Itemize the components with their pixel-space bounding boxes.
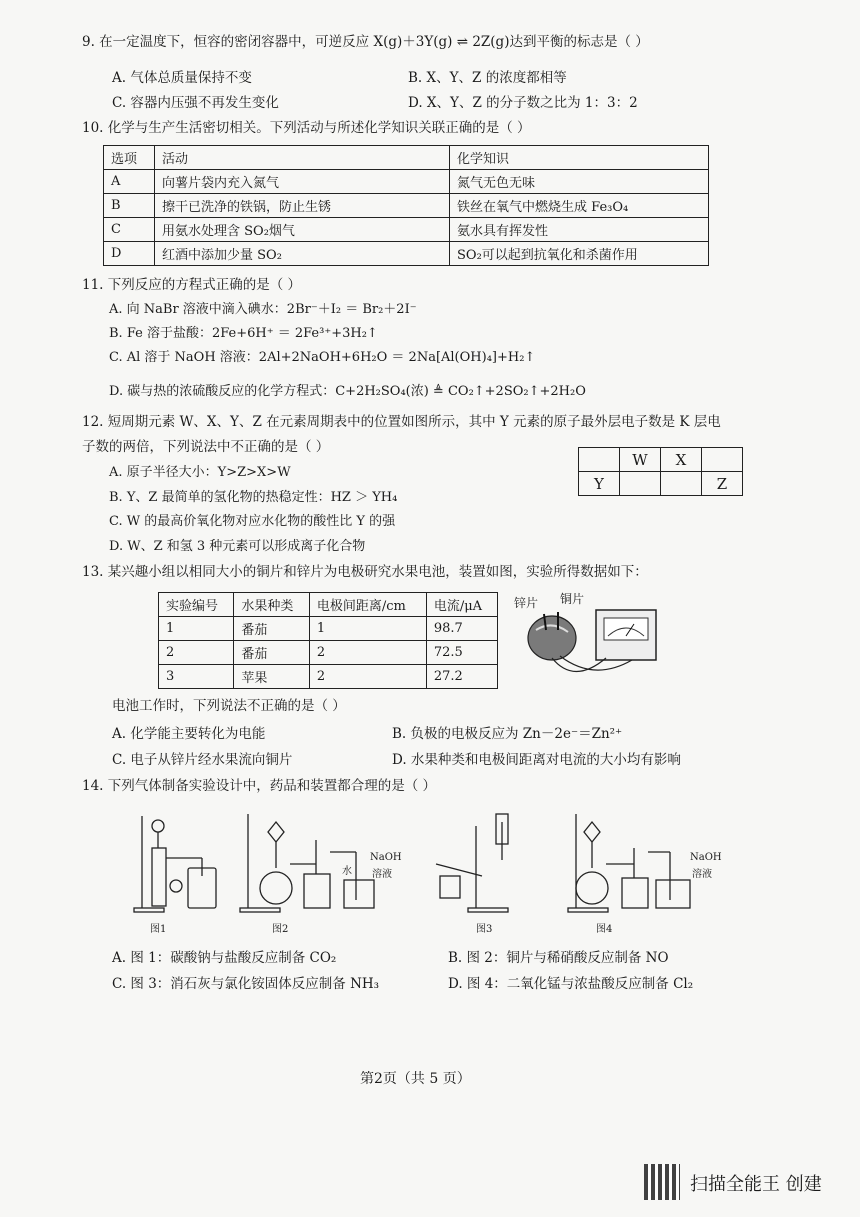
grid-cell: [620, 472, 661, 496]
table-cell: C: [104, 218, 155, 242]
apparatus-figures: [130, 808, 730, 928]
table-cell: 向薯片袋内充入氮气: [155, 170, 450, 194]
table-cell: 番茄: [234, 641, 309, 665]
table-cell: D: [104, 242, 155, 266]
grid-cell: [579, 448, 620, 472]
q9-option-c: C. 容器内压强不再发生变化: [112, 95, 279, 111]
periodic-table-grid: [578, 447, 743, 496]
table-header-cell: 水果种类: [234, 593, 309, 617]
table-cell: 擦干已洗净的铁锅，防止生锈: [155, 194, 450, 218]
q13-option-d: D. 水果种类和电极间距离对电流的大小均有影响: [392, 752, 681, 768]
water-label: 水: [342, 866, 352, 877]
fruit-battery-icon: [514, 590, 664, 690]
table-row: [104, 242, 709, 266]
solution-label-fig2: 溶液: [372, 869, 392, 880]
fig3-caption: 图3: [476, 924, 493, 935]
table-cell: B: [104, 194, 155, 218]
grid-row: [579, 448, 743, 472]
table-header-cell: 实验编号: [159, 593, 234, 617]
table-cell: 1: [309, 617, 426, 641]
scanner-watermark: 扫描全能王 创建: [690, 1174, 822, 1195]
table-row: [104, 194, 709, 218]
grid-cell-z: Z: [702, 472, 743, 496]
q11-option-a: A. 向 NaBr 溶液中滴入碘水：2Br⁻＋I₂ ＝ Br₂＋2I⁻: [109, 302, 417, 317]
table-cell: 氨水具有挥发性: [450, 218, 709, 242]
q12-option-a: A. 原子半径大小：Y>Z>X>W: [109, 465, 291, 480]
grid-row: [579, 472, 743, 496]
table-row: [159, 641, 498, 665]
table-cell: A: [104, 170, 155, 194]
fruit-battery-figure: [514, 590, 664, 690]
fig2-caption: 图2: [272, 924, 289, 935]
page-footer: 第2页（共 5 页）: [360, 1071, 471, 1087]
q11-stem: 11. 下列反应的方程式正确的是（ ）: [82, 277, 302, 293]
table-header-cell: 选项: [104, 146, 155, 170]
grid-cell-y: Y: [579, 472, 620, 496]
q9-option-b: B. X、Y、Z 的浓度都相等: [408, 70, 567, 86]
table-cell: 氮气无色无味: [450, 170, 709, 194]
table-cell: 3: [159, 665, 234, 689]
table-cell: SO₂可以起到抗氧化和杀菌作用: [450, 242, 709, 266]
table-cell: 用氨水处理含 SO₂烟气: [155, 218, 450, 242]
copper-label: 铜片: [560, 592, 585, 606]
table-header-cell: 电极间距离/cm: [309, 593, 426, 617]
q13-stem: 13. 某兴趣小组以相同大小的铜片和锌片为电极研究水果电池，装置如图，实验所得数据如下：: [82, 564, 648, 580]
fig1-caption: 图1: [150, 924, 167, 935]
q11-option-c: C. Al 溶于 NaOH 溶液：2Al+2NaOH+6H₂O ＝ 2Na[Al(OH)₄]+H₂↑: [109, 350, 536, 365]
q13-sub-question: 电池工作时，下列说法不正确的是（ ）: [112, 698, 346, 714]
q12-option-b: B. Y、Z 最简单的氢化物的热稳定性：HZ ＞ YH₄: [109, 490, 398, 505]
q13-table: [158, 592, 498, 689]
q9-stem: 9. 在一定温度下，恒容的密闭容器中，可逆反应 X(g)＋3Y(g) ⇌ 2Z(g)达到平衡的标志是（ ）: [82, 34, 649, 50]
q14-stem: 14. 下列气体制备实验设计中，药品和装置都合理的是（ ）: [82, 778, 437, 794]
table-header-row: [104, 146, 709, 170]
grid-cell-x: X: [661, 448, 702, 472]
naoh-label-fig4: NaOH: [690, 852, 722, 863]
qr-code-icon: [644, 1164, 680, 1200]
table-cell: 98.7: [426, 617, 497, 641]
table-cell: 1: [159, 617, 234, 641]
q12-option-c: C. W 的最高价氧化物对应水化物的酸性比 Y 的强: [109, 514, 396, 529]
q9-option-a: A. 气体总质量保持不变: [112, 70, 252, 86]
q14-option-b: B. 图 2：铜片与稀硝酸反应制备 NO: [448, 950, 669, 966]
table-cell: 2: [309, 641, 426, 665]
q14-option-d: D. 图 4：二氧化锰与浓盐酸反应制备 Cl₂: [448, 976, 694, 992]
table-header-cell: 化学知识: [450, 146, 709, 170]
table-cell: 红酒中添加少量 SO₂: [155, 242, 450, 266]
table-row: [104, 218, 709, 242]
table-cell: 2: [159, 641, 234, 665]
q14-option-a: A. 图 1：碳酸钠与盐酸反应制备 CO₂: [112, 950, 337, 966]
q10-stem: 10. 化学与生产生活密切相关。下列活动与所述化学知识关联正确的是（ ）: [82, 120, 531, 136]
naoh-label-fig2: NaOH: [370, 852, 402, 863]
table-cell: 2: [309, 665, 426, 689]
q12-option-d: D. W、Z 和氢 3 种元素可以形成离子化合物: [109, 539, 366, 554]
table-cell: 72.5: [426, 641, 497, 665]
q11-option-d: D. 碳与热的浓硫酸反应的化学方程式：C+2H₂SO₄(浓) ≜ CO₂↑+2SO₂↑+2H₂O: [109, 384, 586, 399]
table-cell: 番茄: [234, 617, 309, 641]
q10-table: [103, 145, 709, 266]
q14-option-c: C. 图 3：消石灰与氯化铵固体反应制备 NH₃: [112, 976, 380, 992]
zinc-label: 锌片: [514, 596, 539, 610]
q9-option-d: D. X、Y、Z 的分子数之比为 1：3：2: [408, 95, 638, 111]
q13-option-b: B. 负极的电极反应为 Zn－2e⁻＝Zn²⁺: [392, 726, 623, 742]
q11-option-b: B. Fe 溶于盐酸：2Fe+6H⁺ ＝ 2Fe³⁺+3H₂↑: [109, 326, 378, 341]
table-cell: 铁丝在氧气中燃烧生成 Fe₃O₄: [450, 194, 709, 218]
q12-stem-line1: 12. 短周期元素 W、X、Y、Z 在元素周期表中的位置如图所示，其中 Y 元素的原子最外层电子数是 K 层电: [82, 414, 721, 430]
table-row: [104, 170, 709, 194]
q13-option-a: A. 化学能主要转化为电能: [112, 726, 266, 742]
grid-cell: [702, 448, 743, 472]
grid-cell-w: W: [620, 448, 661, 472]
solution-label-fig4: 溶液: [692, 869, 712, 880]
fig4-caption: 图4: [596, 924, 613, 935]
table-cell: 27.2: [426, 665, 497, 689]
table-row: [159, 665, 498, 689]
table-header-cell: 活动: [155, 146, 450, 170]
table-cell: 苹果: [234, 665, 309, 689]
table-row: [159, 617, 498, 641]
table-header-cell: 电流/μA: [426, 593, 497, 617]
q13-option-c: C. 电子从锌片经水果流向铜片: [112, 752, 293, 768]
table-header-row: [159, 593, 498, 617]
grid-cell: [661, 472, 702, 496]
q12-stem-line2: 子数的两倍，下列说法中不正确的是（ ）: [82, 439, 330, 455]
